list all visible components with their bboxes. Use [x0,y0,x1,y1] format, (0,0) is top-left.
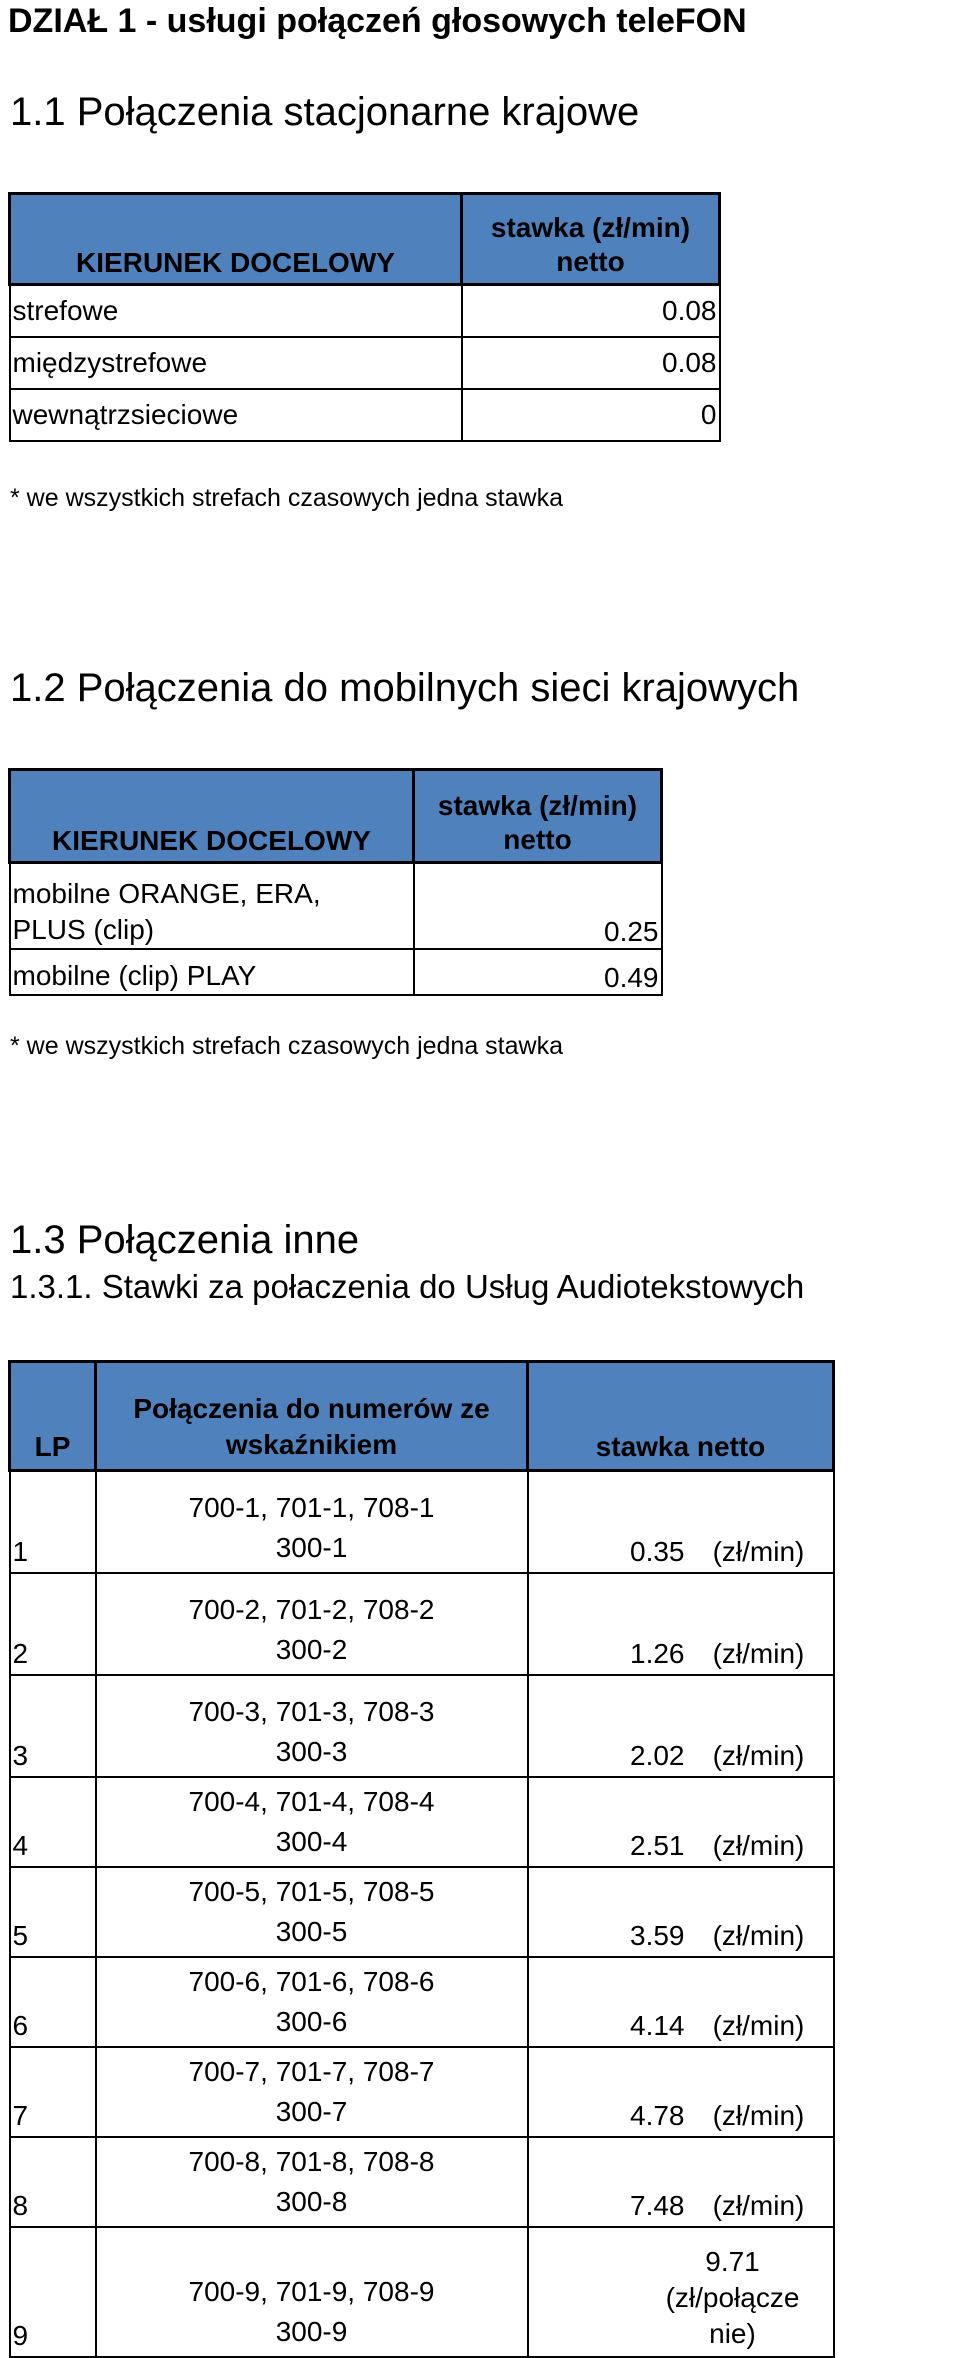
numbers-line1: 700-7, 701-7, 708-7 [188,2056,435,2087]
numbers-cell [96,2227,528,2357]
rate-value: 0.35 [630,1536,685,1567]
lp-cell: 5 [10,1867,96,1957]
rate-value: 4.78 [630,2100,685,2131]
section-heading-1-1: 1.1 Połączenia stacjonarne krajowe [10,90,640,134]
table-row [10,1777,834,1867]
table-row [10,2227,834,2357]
col-header-rate [414,770,662,863]
table-header-row [10,194,720,285]
table-row [10,389,720,441]
numbers-cell [96,2137,528,2227]
numbers-cell [96,2047,528,2137]
page-title: DZIAŁ 1 - usługi połączeń głosowych teleFON [8,2,747,40]
col-header-lp: LP [10,1362,96,1471]
rate-cell [528,1471,834,1574]
lp-cell: 4 [10,1777,96,1867]
table-row [10,1471,834,1574]
rate-value: 1.26 [630,1638,685,1669]
audiotext-rates-table [8,1360,835,2358]
direction-line2: PLUS (clip) [12,914,155,945]
col-header-direction: KIERUNEK DOCELOWY [10,770,414,863]
rate-unit: (zł/min) [712,1536,805,1567]
numbers-cell [96,1675,528,1777]
rate-cell: 0 [462,389,720,441]
audiotext-rows [10,1471,834,2228]
direction-cell: mobilne (clip) PLAY [10,949,414,995]
col-header-rate: stawka netto [528,1362,834,1471]
rate-cell [528,2137,834,2227]
direction-cell: strefowe [10,285,462,338]
rate-cell [528,1573,834,1675]
rate-unit: (zł/min) [712,1740,805,1771]
note-1-1: * we wszystkich strefach czasowych jedna stawka [10,484,563,512]
rate-cell [528,1675,834,1777]
table-row [10,1675,834,1777]
rate-cell [528,1777,834,1867]
numbers-line2: 300-6 [275,2006,348,2037]
rate-line3: nie) [709,2318,756,2349]
numbers-line1: 700-9, 701-9, 708-9 [188,2276,435,2307]
rate-value: 4.14 [630,2010,685,2041]
numbers-cell [96,1957,528,2047]
rate-unit: (zł/min) [712,1638,805,1669]
rate-line2: (zł/połącze [665,2282,800,2313]
lp-cell: 6 [10,1957,96,2047]
note-1-2: * we wszystkich strefach czasowych jedna stawka [10,1032,563,1060]
direction-line1: mobilne ORANGE, ERA, [12,878,321,909]
numbers-line1: 700-8, 701-8, 708-8 [188,2146,435,2177]
table-row [10,949,662,995]
numbers-line2: 300-1 [275,1532,348,1563]
rate-unit: (zł/min) [712,2190,805,2221]
section-heading-1-2: 1.2 Połączenia do mobilnych sieci krajowych [10,666,800,710]
table-row [10,1867,834,1957]
direction-cell [10,863,414,950]
rate-cell [528,1867,834,1957]
lp-cell: 8 [10,2137,96,2227]
numbers-line1: 700-3, 701-3, 708-3 [188,1696,435,1727]
table-header-row [10,770,662,863]
lp-cell: 7 [10,2047,96,2137]
numbers-line1: 700-1, 701-1, 708-1 [188,1492,435,1523]
numbers-line2: 300-7 [275,2096,348,2127]
rate-unit: (zł/min) [712,2100,805,2131]
numbers-line2: 300-2 [275,1634,348,1665]
numbers-line1: 700-2, 701-2, 708-2 [188,1594,435,1625]
rate-unit: (zł/min) [712,2010,805,2041]
table-row [10,2137,834,2227]
rate-cell: 0.25 [414,863,662,950]
table-row [10,337,720,389]
direction-cell: wewnątrzsieciowe [10,389,462,441]
table-row [10,285,720,338]
table-row [10,2047,834,2137]
numbers-line2: 300-4 [275,1826,348,1857]
table-row [10,863,662,950]
numbers-line2: 300-9 [275,2316,348,2347]
numbers-line2: 300-3 [275,1736,348,1767]
lp-cell: 1 [10,1471,96,1574]
subsection-heading-1-3-1: 1.3.1. Stawki za połaczenia do Usług Audiotekstowych [10,1268,805,1305]
col-header-rate-line1: stawka (zł/min) [437,790,638,821]
landline-rates-table [8,192,721,442]
rate-value: 3.59 [630,1920,685,1951]
rate-value: 2.51 [630,1830,685,1861]
rate-value: 2.02 [630,1740,685,1771]
numbers-line1: 700-4, 701-4, 708-4 [188,1786,435,1817]
col-header-numbers-line2: wskaźnikiem [225,1429,398,1460]
rate-line1: 9.71 [705,2246,760,2277]
lp-cell: 2 [10,1573,96,1675]
numbers-line1: 700-5, 701-5, 708-5 [188,1876,435,1907]
rate-value: 7.48 [630,2190,685,2221]
mobile-rates-table [8,768,663,996]
col-header-numbers-line1: Połączenia do numerów ze [133,1393,490,1424]
numbers-line2: 300-5 [275,1916,348,1947]
numbers-cell [96,1471,528,1574]
rate-cell: 0.08 [462,285,720,338]
numbers-cell [96,1777,528,1867]
rate-cell: 0.49 [414,949,662,995]
section-heading-1-3: 1.3 Połączenia inne [10,1218,360,1262]
col-header-rate [462,194,720,285]
numbers-cell [96,1573,528,1675]
rate-unit: (zł/min) [712,1830,805,1861]
col-header-numbers [96,1362,528,1471]
numbers-line2: 300-8 [275,2186,348,2217]
table-row [10,1573,834,1675]
col-header-rate-line2: netto [503,824,572,855]
rate-cell: 0.08 [462,337,720,389]
numbers-cell [96,1867,528,1957]
col-header-rate-line1: stawka (zł/min) [490,212,691,243]
lp-cell: 3 [10,1675,96,1777]
numbers-line1: 700-6, 701-6, 708-6 [188,1966,435,1997]
col-header-direction: KIERUNEK DOCELOWY [10,194,462,285]
rate-cell [528,2227,834,2357]
rate-cell [528,1957,834,2047]
rate-unit: (zł/min) [712,1920,805,1951]
table-header-row [10,1362,834,1471]
col-header-rate-line2: netto [556,246,625,277]
lp-cell: 9 [10,2227,96,2357]
direction-cell: międzystrefowe [10,337,462,389]
table-row [10,1957,834,2047]
rate-cell [528,2047,834,2137]
